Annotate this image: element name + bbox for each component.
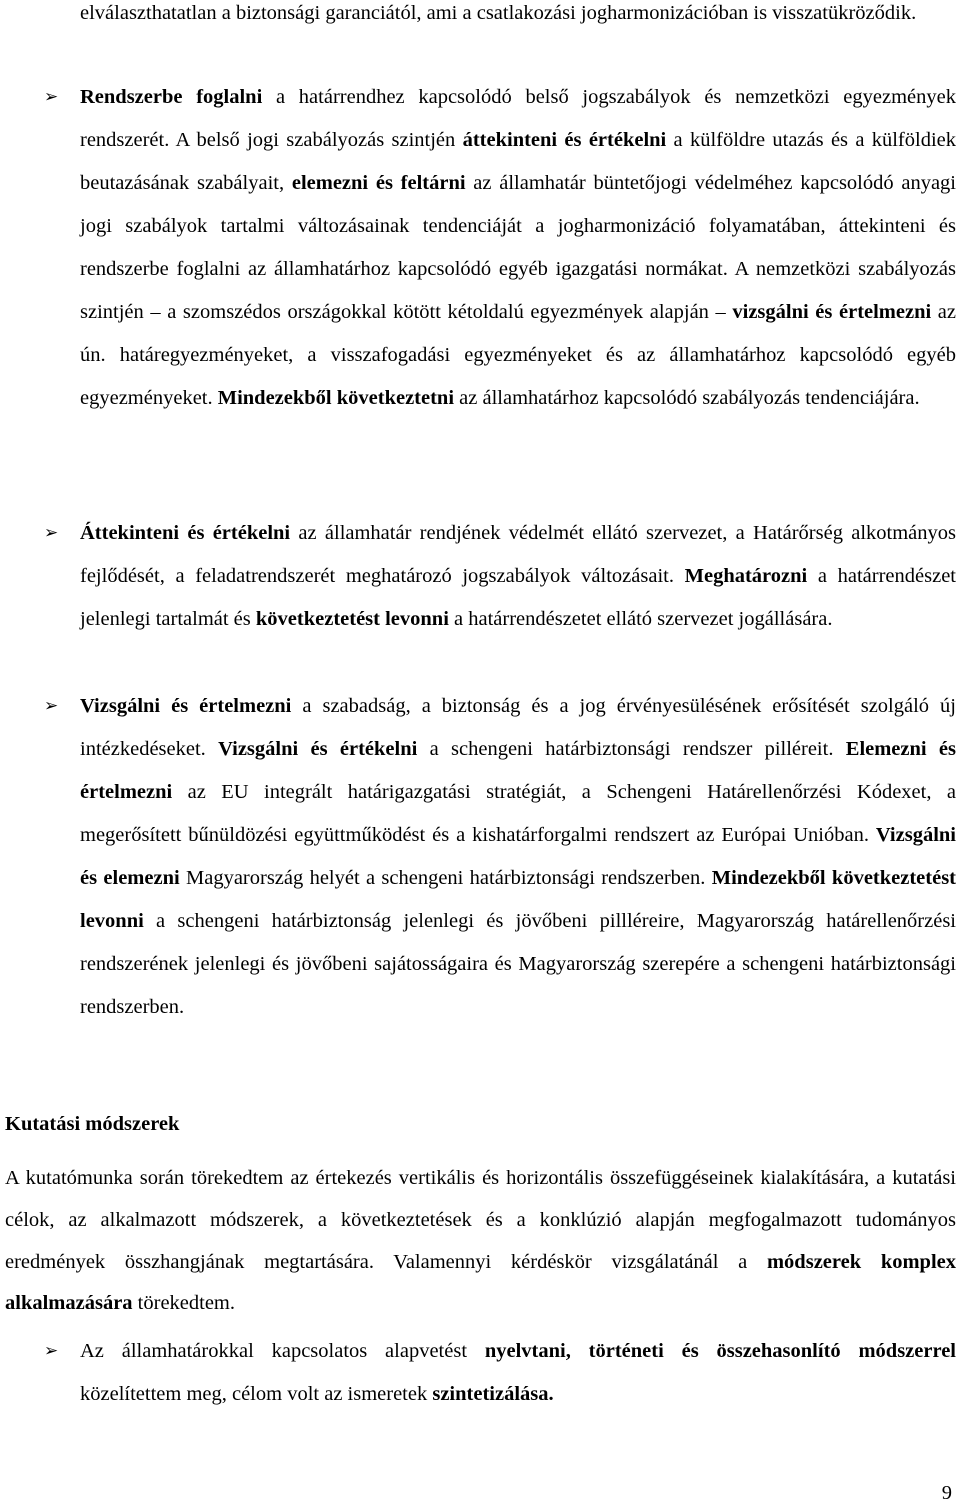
arrow-bullet-icon: ➢ [44, 523, 59, 543]
bullet-text-1: Rendszerbe foglalni a határrendhez kapcsolódó belső jogszabályok és nemzetközi egyezmények rendszerét. A belső jogi szabályozás szintjén áttekinteni és értékelni a külföldre utazás és a külföldiek beutazásának szabályait, elemezni és feltárni az államhatár büntetőjogi védelméhez kapcsolódó anyagi jogi szabályok tartalmi változásainak tendenciáját a jogharmonizáció folyamatában, áttekinteni és rendszerbe foglalni az államhatárhoz kapcsolódó egyéb igazgatási normákat. A nemzetközi szabályozás szintjén – a szomszédos országokkal kötött kétoldalú egyezmények alapján – vizsgálni és értelmezni az ún. határegyezményeket, a visszafogadási egyezményeket és az államhatárhoz kapcsolódó egyéb egyezményeket. Mindezekből következtetni az államhatárhoz kapcsolódó szabályozás tendenciájára. [80, 86, 957, 409]
arrow-bullet-icon: ➢ [44, 1341, 59, 1361]
bullet-text-2: Áttekinteni és értékelni az államhatár rendjének védelmét ellátó szervezet, a Határőrség alkotmányos fejlődését, a feladatrendszerét meghatározó jogszabályok változásait. Meghatározni a határrendészet jelenlegi tartalmát és következtetést levonni a határrendészetet ellátó szervezet jogállására. [80, 522, 956, 630]
arrow-bullet-icon: ➢ [44, 696, 59, 716]
page-number: 9 [941, 1482, 952, 1504]
bullet-text-3: Vizsgálni és értelmezni a szabadság, a biztonság és a jog érvényesülésének erősítését szolgáló új intézkedéseket. Vizsgálni és értékelni a schengeni határbiztonsági rendszer pilléreit. Elemezni és értelmezni az EU integrált határigazgatási stratégiát, a Schengeni Határellenőrzési Kódexet, a megerősített bűnüldözési együttműködést és a kishatárforgalmi rendszert az Európai Unióban. Vizsgálni és elemezni Magyarország helyét a schengeni határbiztonsági rendszerben. Mindezekből következtetést levonni a schengeni határbiztonság jelenlegi és jövőbeni pillléreire, Magyarország határellenőrzési rendszerének jelenlegi és jövőbeni sajátosságaira és Magyarország szerepére a schengeni határbiztonsági rendszerben. [80, 695, 957, 1018]
bullet-text-4: Az államhatárokkal kapcsolatos alapvetést nyelvtani, történeti és összehasonlító módszerrel közelítettem meg, célom volt az ismeretek szintetizálása. [80, 1340, 956, 1405]
paragraph-methods: A kutatómunka során törekedtem az értekezés vertikális és horizontális összefüggéseinek kialakítására, a kutatási célok, az alkalmazott módszerek, a következtetések és a konklúzió alapján megfogalmazott tudományos eredmények összhangjának megtartására. Valamennyi kérdéskör vizsgálatánál a módszerek komplex alkalmazására törekedtem. [5, 1167, 956, 1315]
arrow-bullet-icon: ➢ [44, 87, 59, 107]
paragraph-continuation: elválaszthatatlan a biztonsági garanciától, ami a csatlakozási jogharmonizációban is visszatükröződik. [80, 2, 917, 24]
section-heading: Kutatási módszerek [5, 1113, 180, 1135]
